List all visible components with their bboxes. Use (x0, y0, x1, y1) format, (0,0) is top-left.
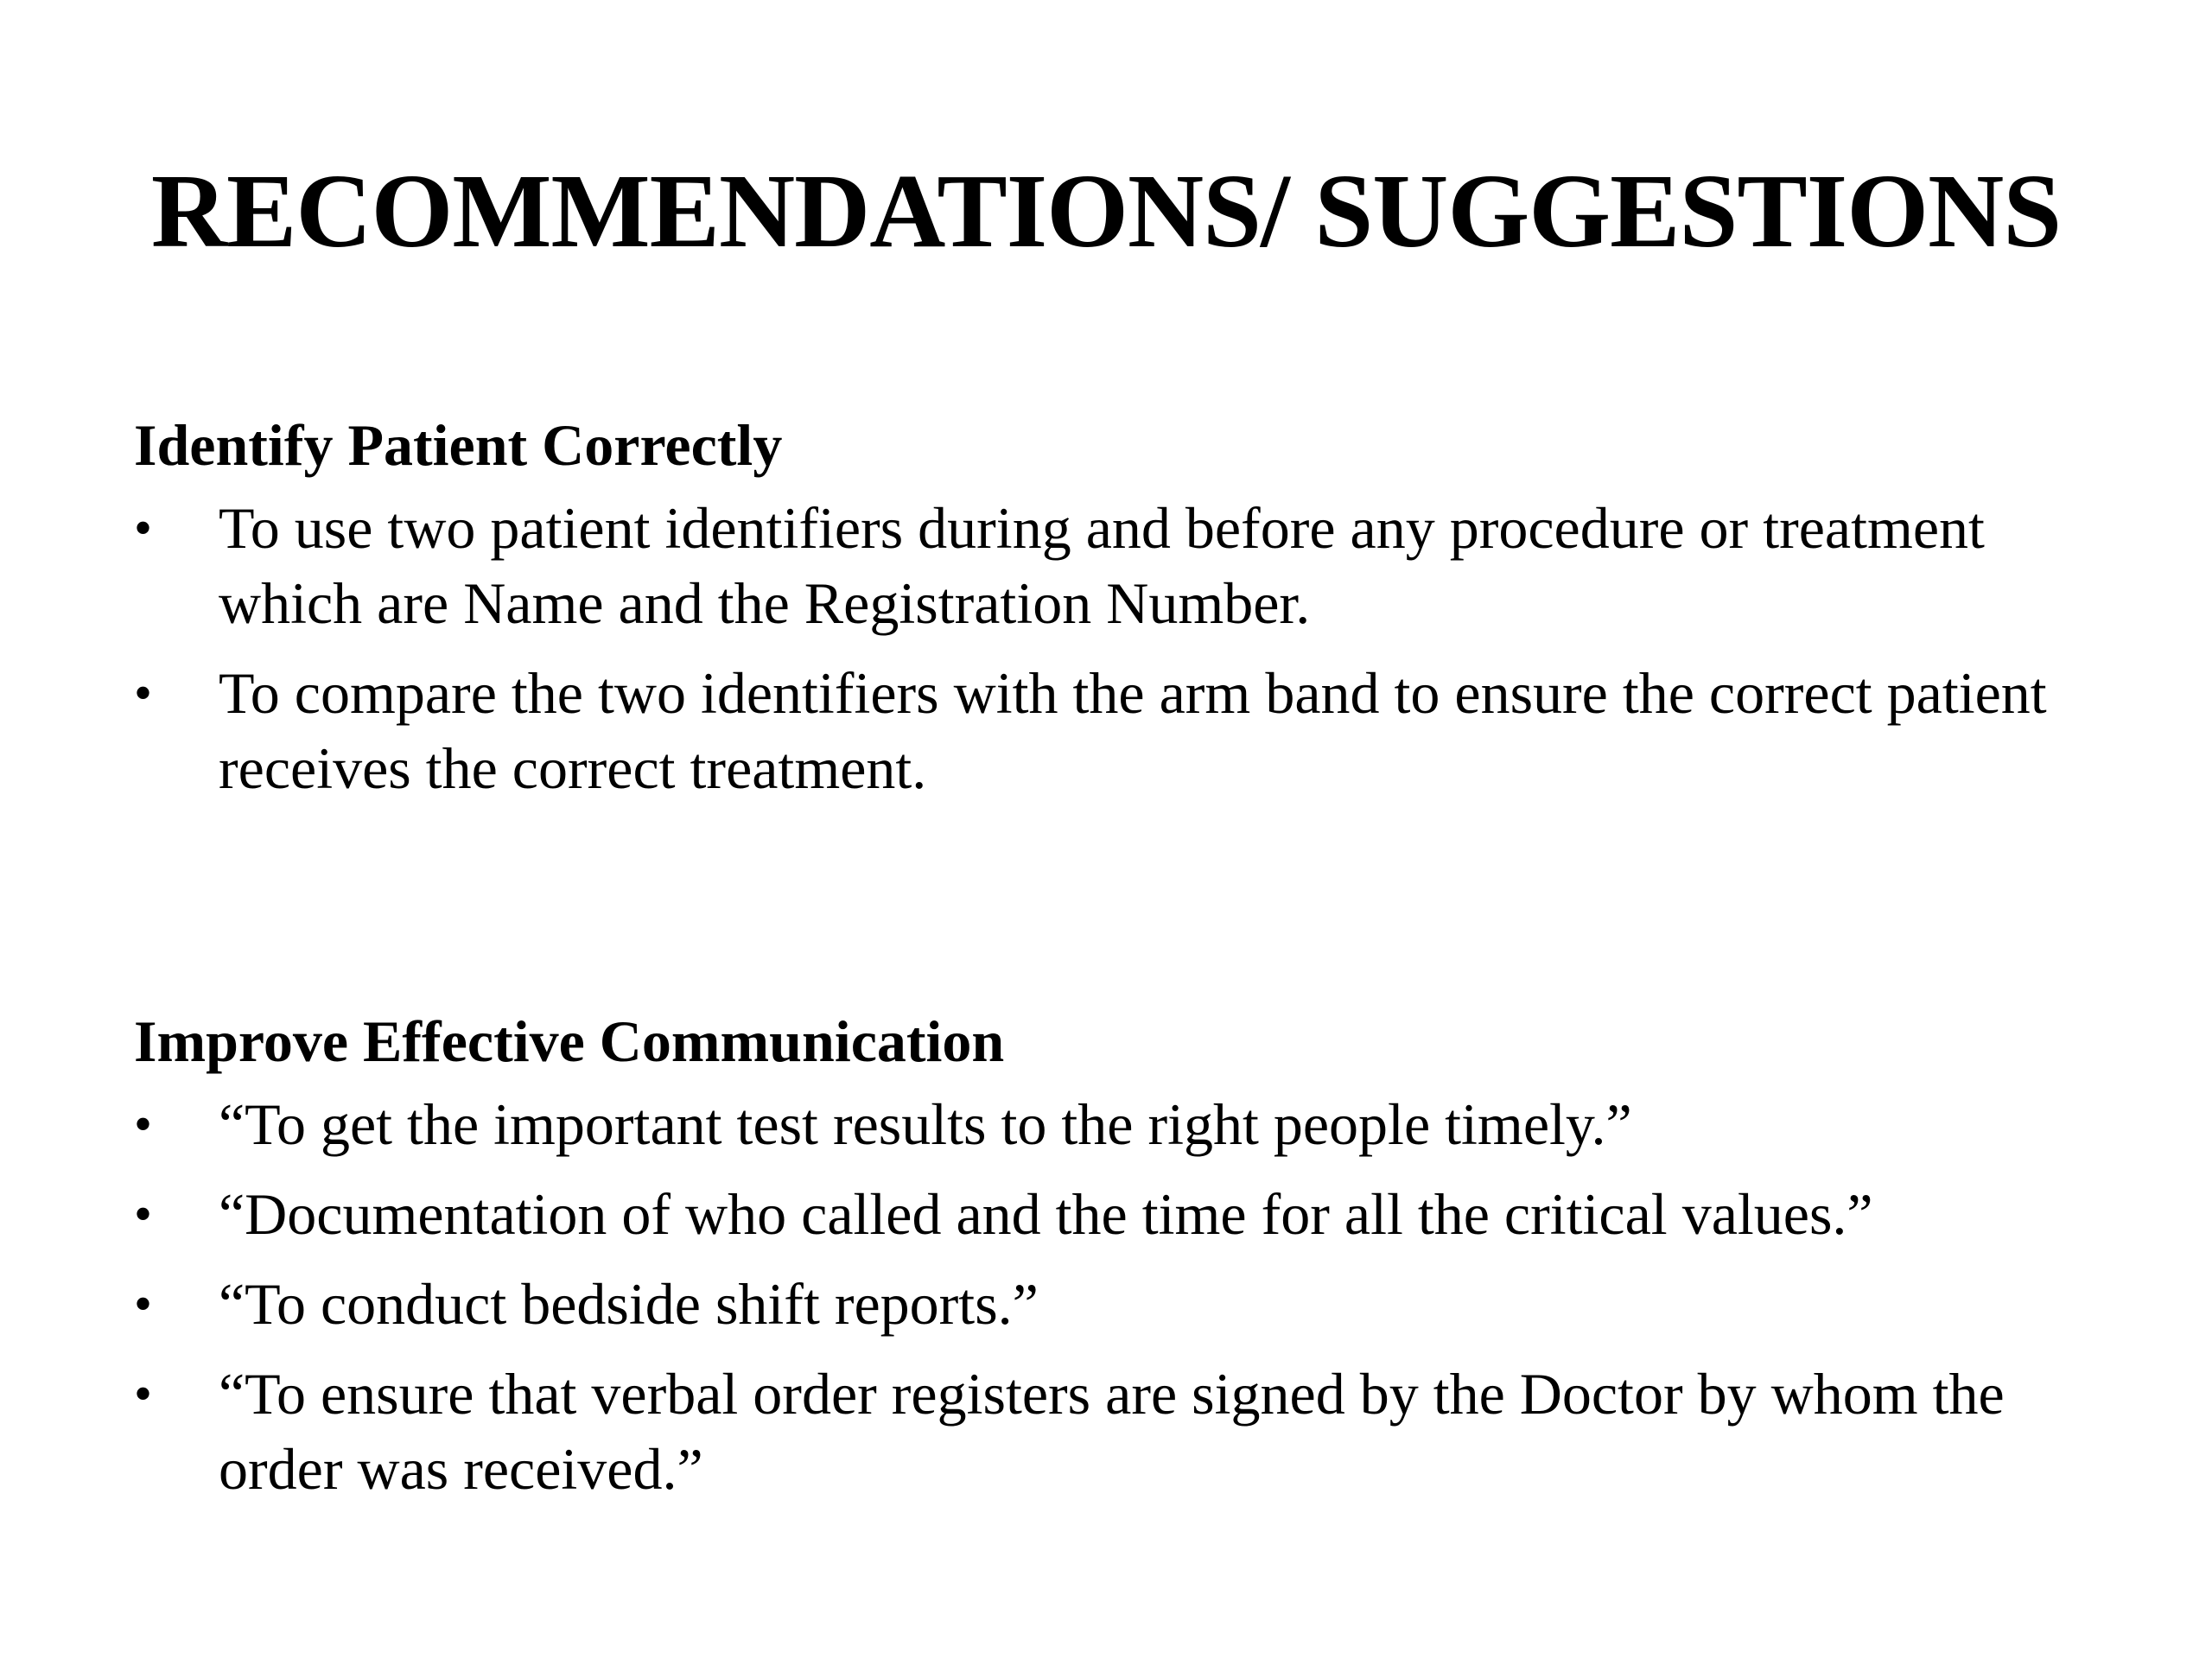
bullet-icon: • (134, 1185, 153, 1243)
bullet-icon: • (134, 1275, 153, 1332)
bullet-icon: • (134, 1365, 153, 1422)
bullet-text: “To conduct bedside shift reports.” (219, 1271, 1039, 1337)
bullet-text: “Documentation of who called and the time for all the critical values.” (219, 1181, 1873, 1247)
bullet-icon: • (134, 1096, 153, 1153)
bullet-icon: • (134, 664, 153, 721)
slide-title: RECOMMENDATIONS/ SUGGESTIONS (150, 153, 2062, 270)
bullet-list (134, 1087, 2104, 1507)
list-item (134, 1087, 2104, 1162)
list-item (134, 656, 2104, 806)
bullet-text: To use two patient identifiers during and before any procedure or treatment which are Name and the Registration Number. (219, 495, 1985, 636)
section-effective-communication (134, 1002, 2104, 1522)
bullet-text: “To ensure that verbal order registers are signed by the Doctor by whom the order was received.” (219, 1361, 2005, 1502)
bullet-text: To compare the two identifiers with the arm band to ensure the correct patient receives the correct treatment. (219, 660, 2047, 801)
list-item (134, 1267, 2104, 1342)
section-heading: Improve Effective Communication (134, 1008, 1005, 1074)
section-heading: Identify Patient Correctly (134, 412, 783, 478)
section-identify-patient (134, 406, 2104, 821)
bullet-text: “To get the important test results to the right people timely.” (219, 1091, 1632, 1157)
list-item (134, 491, 2104, 641)
bullet-list (134, 491, 2104, 806)
list-item (134, 1357, 2104, 1507)
list-item (134, 1177, 2104, 1252)
bullet-icon: • (134, 499, 153, 556)
